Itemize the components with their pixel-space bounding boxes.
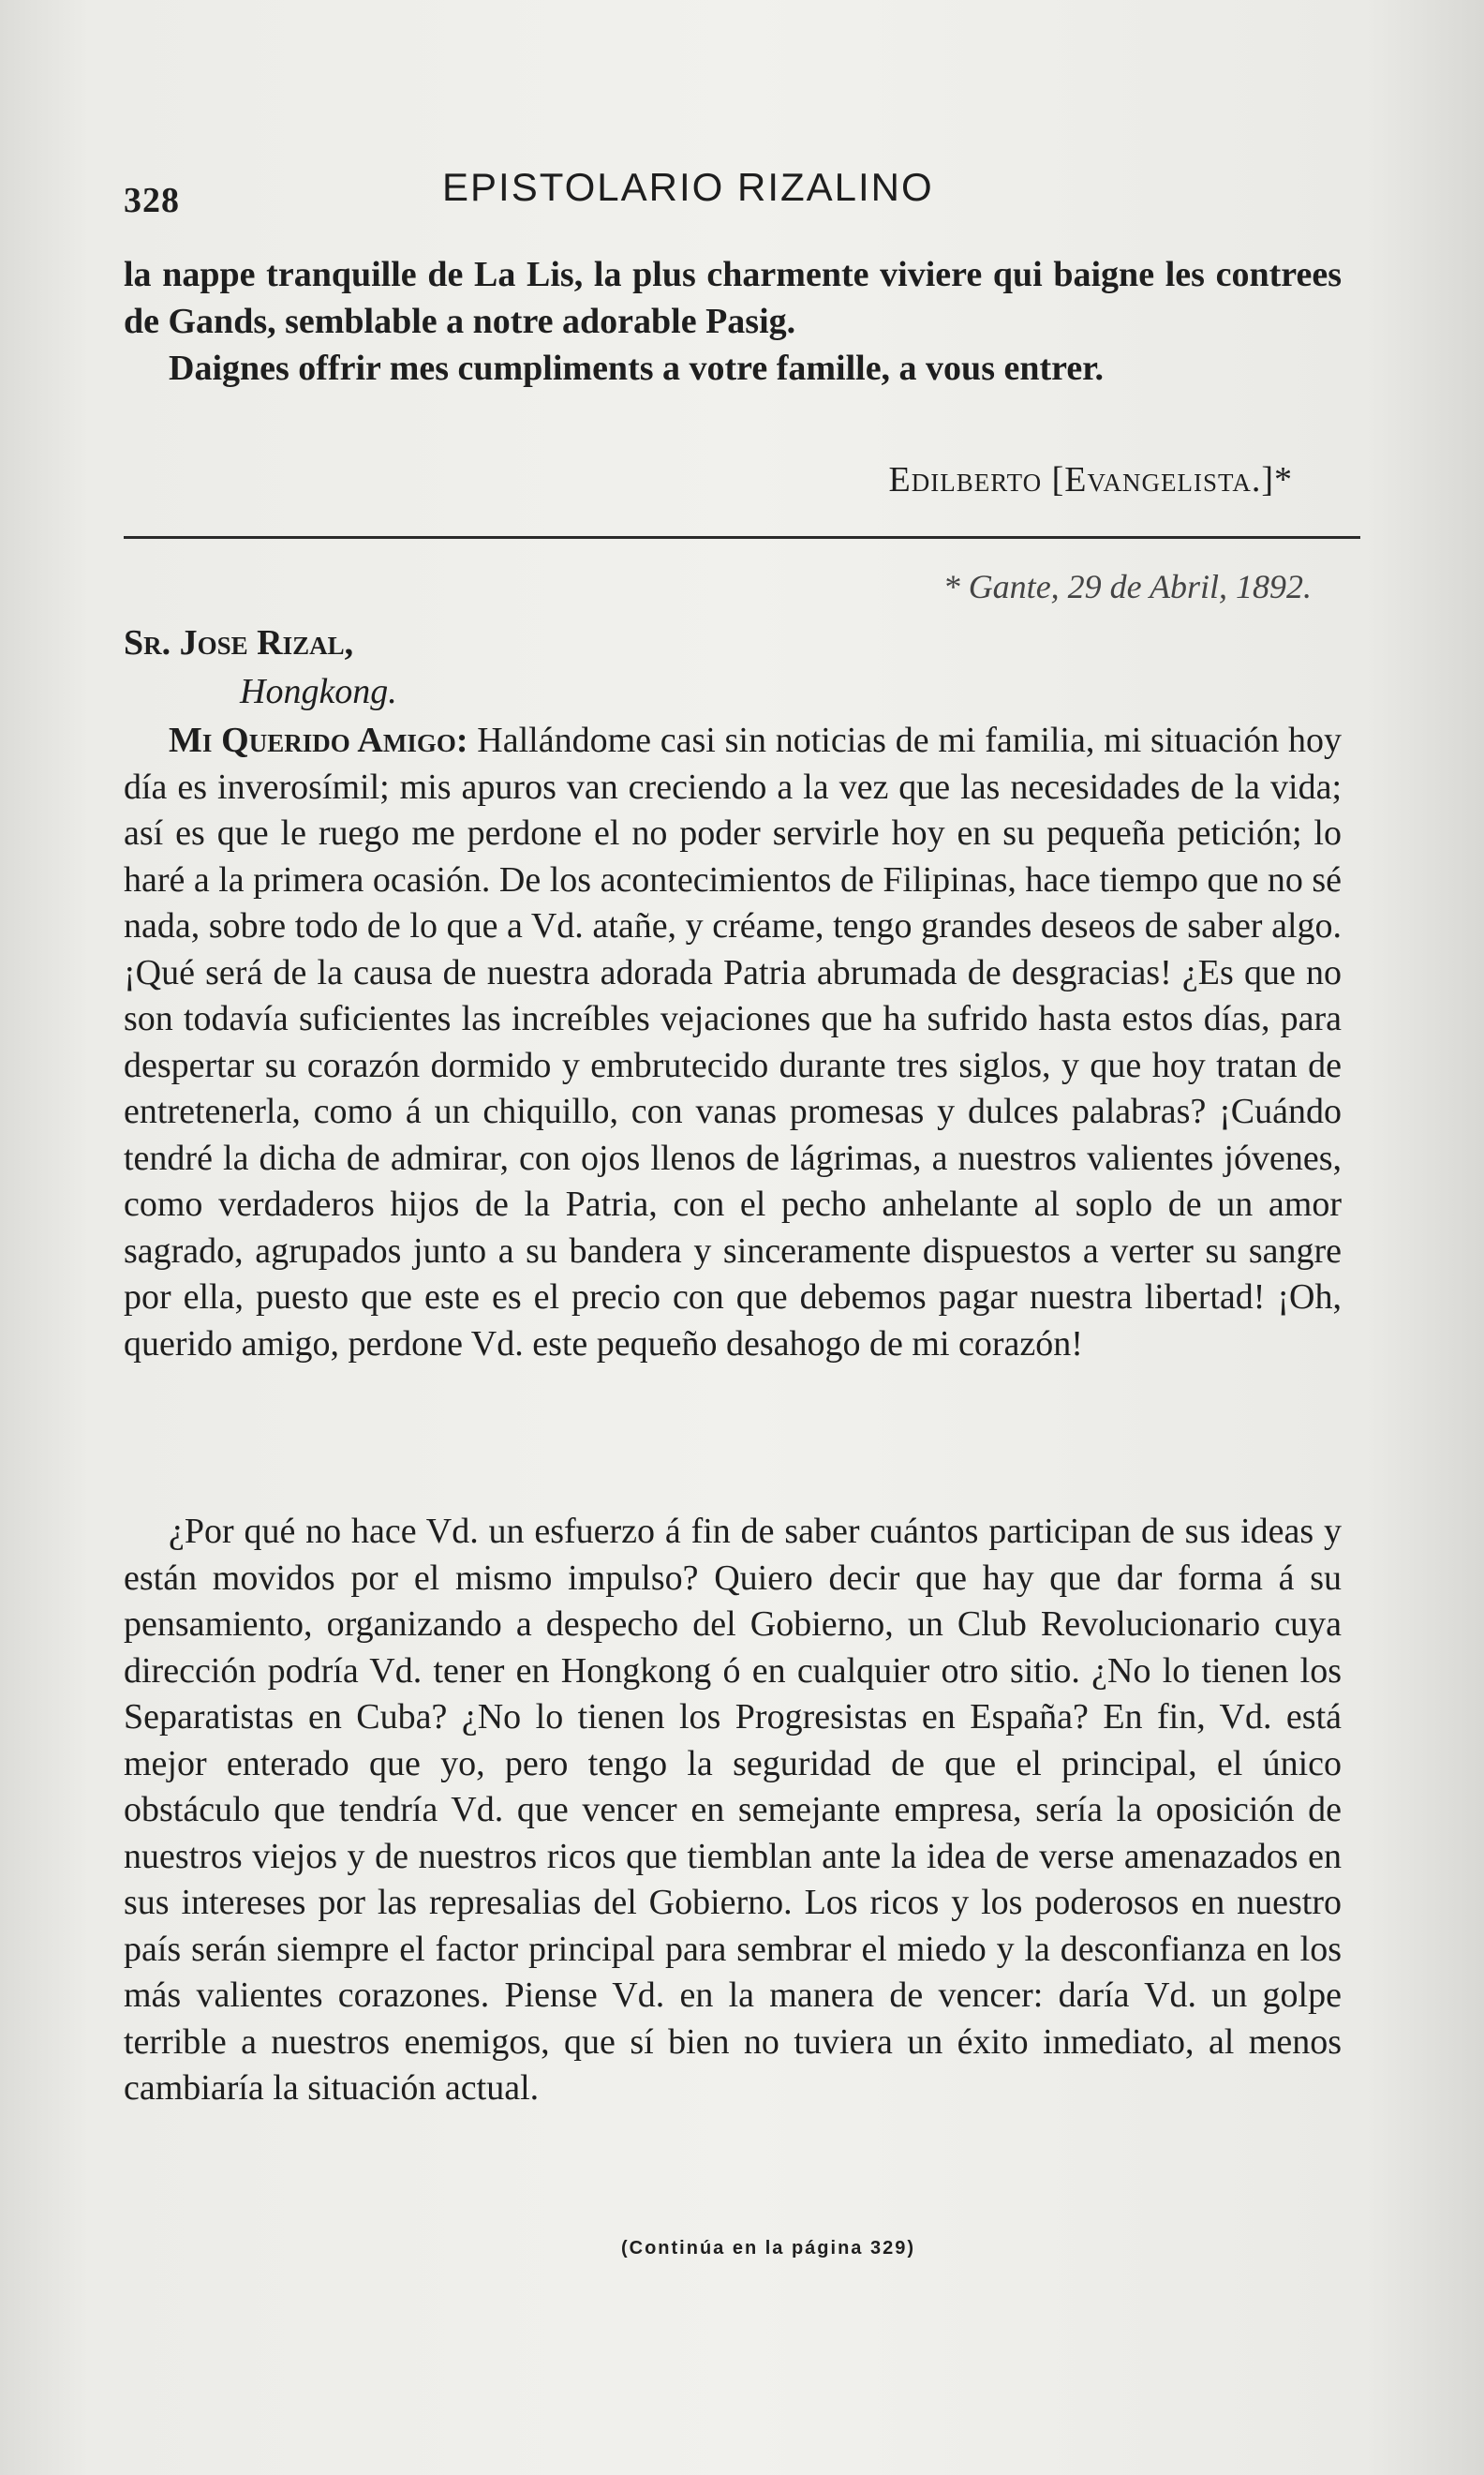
letter2-address (124, 619, 873, 716)
letter1-paragraph-2: Daignes offrir mes cumpliments a votre famille, a vous entrer. (169, 349, 1105, 388)
continuation-note: (Continúa en la página 329) (620, 2238, 916, 2259)
letter2-paragraph-2: ¿Por qué no hace Vd. un esfuerzo á fin de saber cuántos participan de sus ideas y están movidos por el mismo impulso? Quiero decir que hay que dar forma á su pensamiento, organizando a despecho del Gobierno, un Club Revolucionario cuya dirección podría Vd. tener en Hongkong ó en cualquier otro sitio. ¿No lo tienen los Separatistas en Cuba? ¿No lo tienen los Progresistas en España? En fin, Vd. está mejor enterado que yo, pero tengo la seguridad de que el principal, el único obstáculo que tendría Vd. que vencer en semejante empresa, sería la oposición de nuestros viejos y de nuestros ricos que tiemblan ante la idea de verse amenazados en sus intereses por las represalias del Gobierno. Los ricos y los poderosos en nuestro país serán siempre el factor principal para sembrar el miedo y la desconfianza en los más valientes corazones. Piense Vd. en la manera de vencer: daría Vd. un golpe terrible a nuestros enemigos, que sí bien no tuviera un éxito inmediato, al menos cambiaría la situación actual. (124, 1512, 1342, 2108)
letter1-paragraph-1: la nappe tranquille de La Lis, la plus charmente viviere qui baigne les contrees de Gands, semblable a notre adorable Pasig. (124, 255, 1342, 341)
letter2-salutation: Mi Querido Amigo: (169, 721, 468, 760)
page-header (124, 159, 1342, 225)
page-number: 328 (124, 181, 180, 220)
letter2-paragraph-1-text: Hallándome casi sin noticias de mi familia, mi situación hoy día es inverosímil; mis apuros van creciendo a la vez que las necesidades de la vida; así es que le ruego me perdone el no poder servirle hoy en su pequeña petición; lo haré a la primera ocasión. De los acontecimientos de Filipinas, hace tiempo que no sé nada, sobre todo de lo que a Vd. atañe, y créame, tengo grandes deseos de saber algo. ¡Qué será de la causa de nuestra adorada Patria abrumada de desgracias! ¿Es que no son todavía suficientes las increíbles vejaciones que ha sufrido hasta estos días, para despertar su corazón dormido y embrutecido durante tres siglos, y que hoy tratan de entretenerla, como á un chiquillo, con vanas promesas y dulces palabras? ¡Cuándo tendré la dicha de admirar, con ojos llenos de lágrimas, a nuestros valientes jóvenes, como verdaderos hijos de la Patria, con el pecho anhelante al soplo de un amor sagrado, agrupados junto a su bandera y sinceramente dispuestos a verter su sangre por ella, puesto que este es el precio con que debemos pagar nuestra libertad! ¡Oh, querido amigo, perdone Vd. este pequeño desahogo de mi corazón! (124, 721, 1343, 1364)
recipient-city: Hongkong. (240, 672, 397, 711)
recipient-name: Sr. Jose Rizal, (124, 623, 354, 663)
running-title: EPISTOLARIO RIZALINO (442, 165, 934, 209)
section-divider (124, 536, 1360, 539)
letter2-paragraph-1 (124, 718, 1342, 1367)
letter1-signature: Edilberto [Evangelista.]* (888, 460, 1293, 499)
letter2-dateline: * Gante, 29 de Abril, 1892. (942, 568, 1312, 605)
